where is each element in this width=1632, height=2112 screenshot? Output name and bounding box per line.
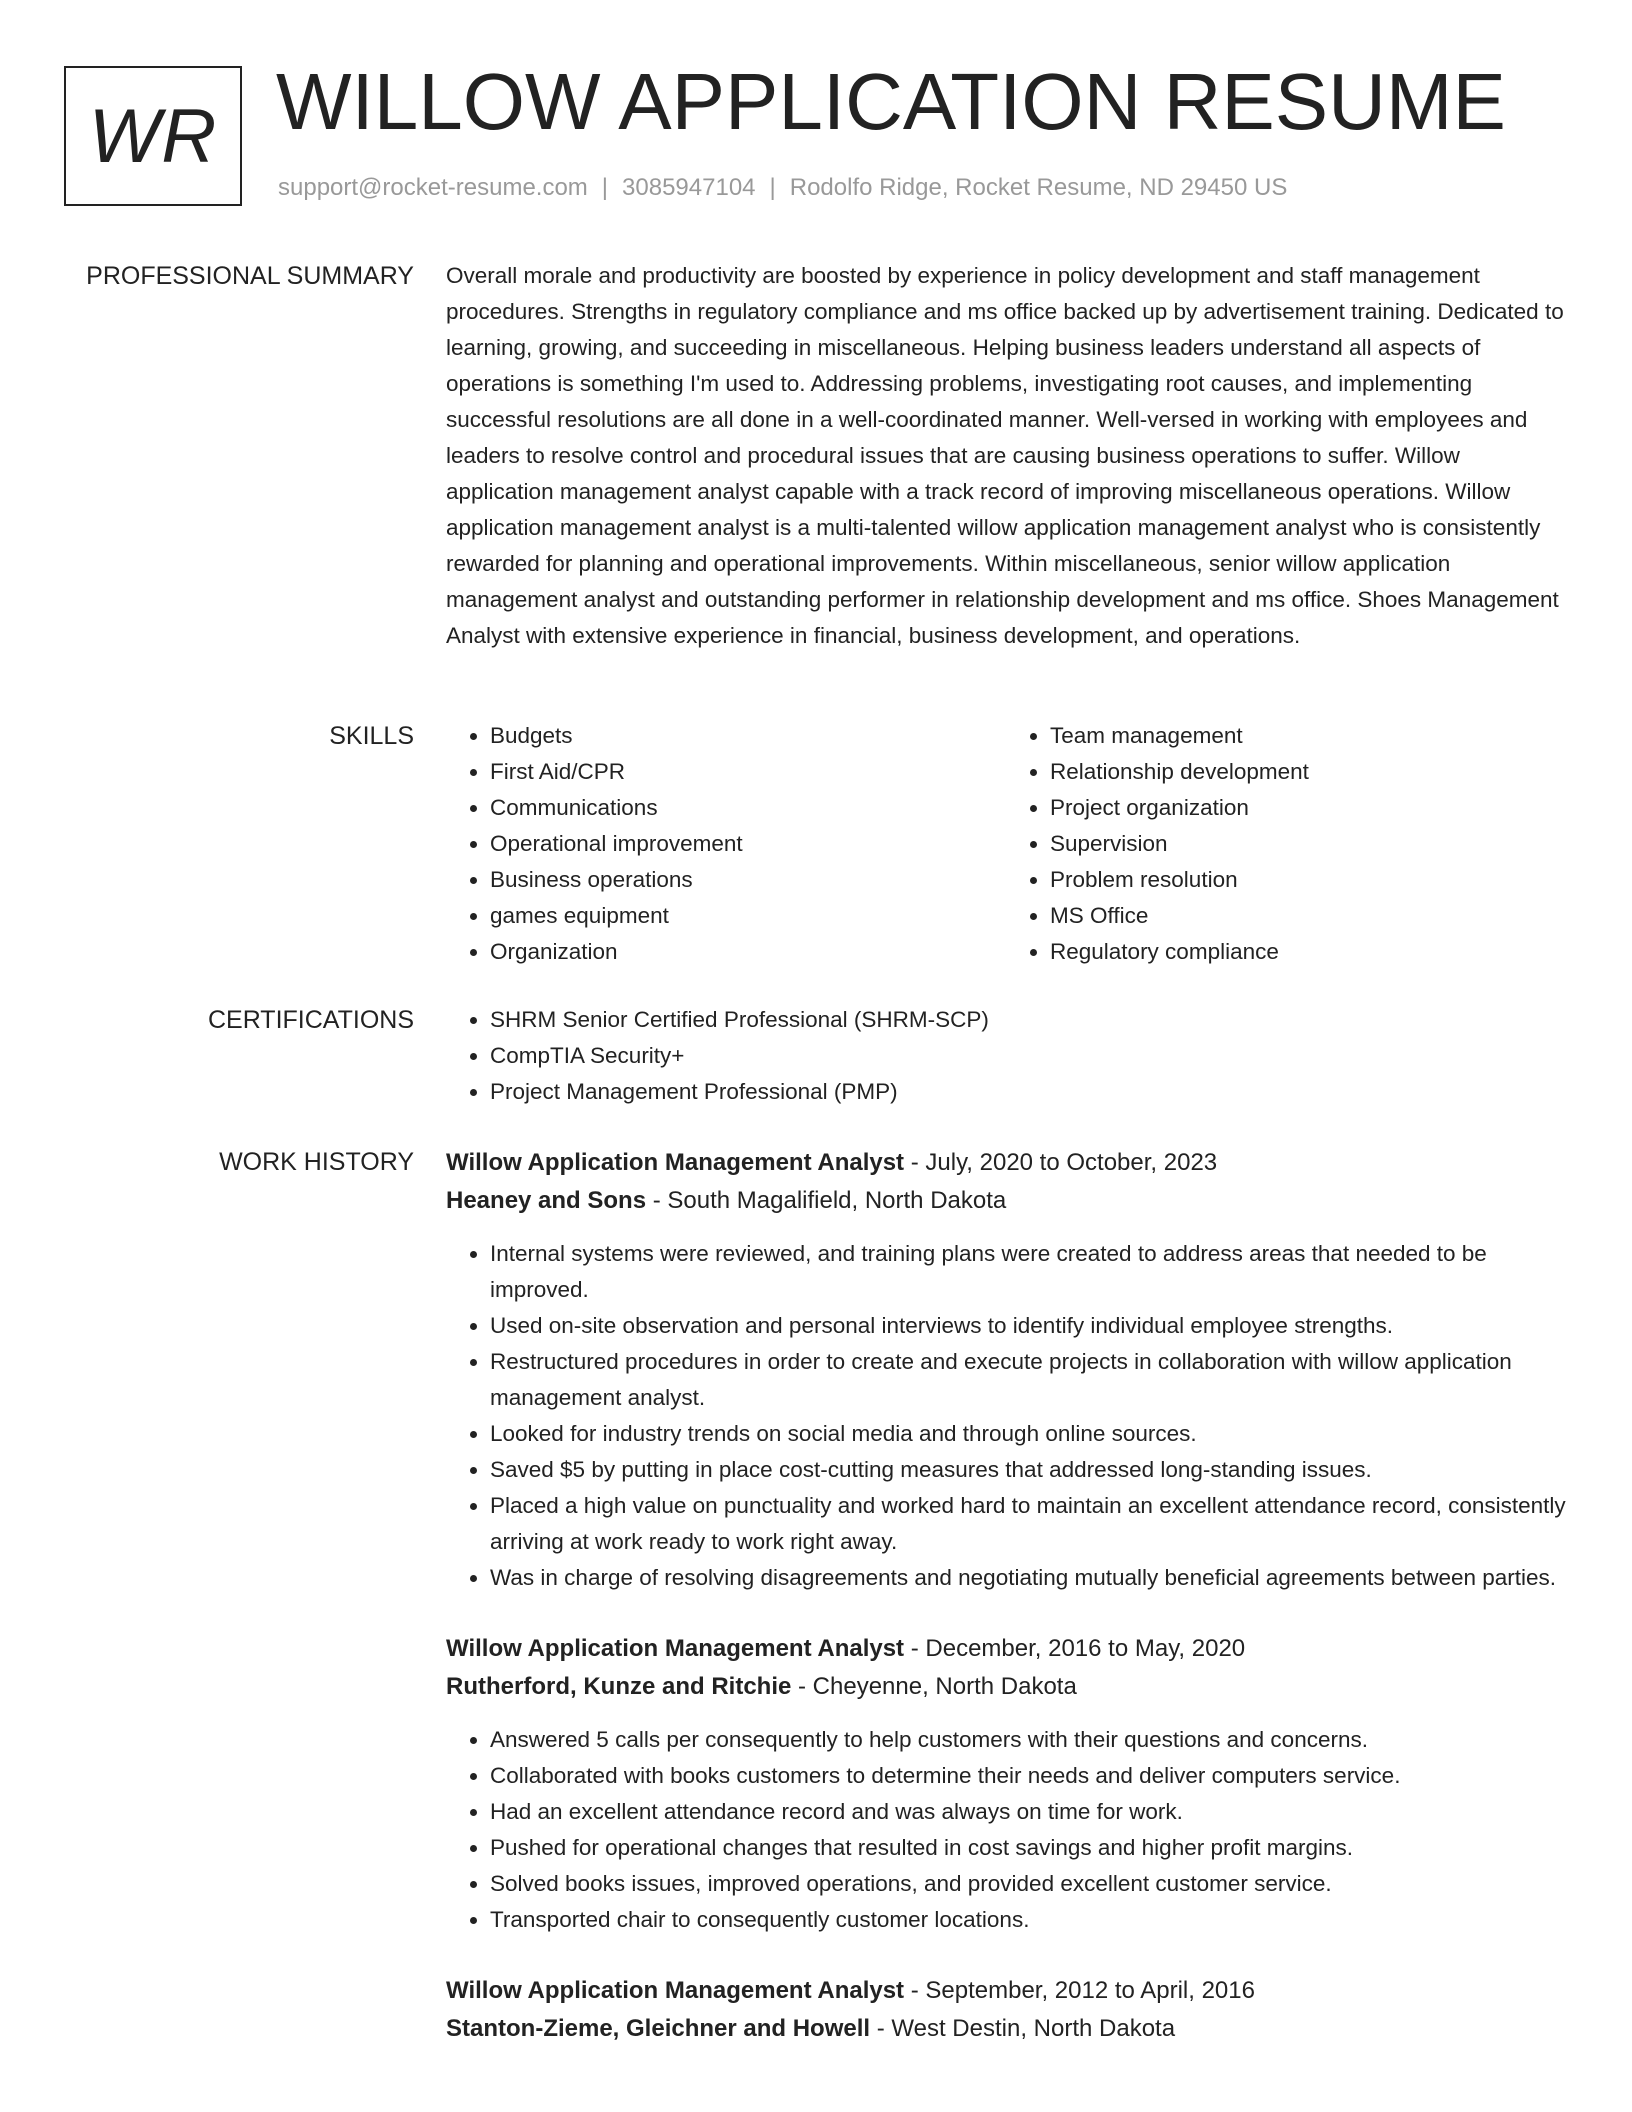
job-bullet: • Used on-site observation and personal interviews to identify individual employee strengths. (490, 1308, 1566, 1344)
job-bullet: • Solved books issues, improved operations, and provided excellent customer service. (490, 1866, 1566, 1902)
job-location: - Cheyenne, North Dakota (791, 1673, 1077, 1700)
certification-item: • Project Management Professional (PMP) (490, 1074, 1566, 1110)
skill-item: • Operational improvement (490, 826, 1006, 862)
job-dates: - September, 2012 to April, 2016 (904, 1977, 1255, 2004)
contact-separator: | (769, 174, 776, 201)
skill-item: • Problem resolution (1050, 862, 1566, 898)
job-entry (446, 1630, 1566, 1938)
monogram-logo (64, 66, 242, 206)
job-bullet: • Transported chair to consequently customer locations. (490, 1902, 1566, 1938)
skill-item: • Project organization (1050, 790, 1566, 826)
job-location: - South Magalifield, North Dakota (646, 1187, 1007, 1214)
certifications-label: CERTIFICATIONS (207, 1006, 414, 1034)
job-title: Willow Application Management Analyst (446, 1635, 905, 1662)
certification-item: • SHRM Senior Certified Professional (SHRM-SCP) (490, 1002, 1566, 1038)
contact-line (278, 174, 1287, 202)
skill-item: • Supervision (1050, 826, 1566, 862)
job-bullet: • Saved $5 by putting in place cost-cutting measures that addressed long-standing issues. (490, 1452, 1566, 1488)
job-bullet: • Had an excellent attendance record and was always on time for work. (490, 1794, 1566, 1830)
skill-item: • Team management (1050, 718, 1566, 754)
job-company: Heaney and Sons (446, 1187, 647, 1214)
job-bullet: • Answered 5 calls per consequently to help customers with their questions and concerns. (490, 1722, 1566, 1758)
contact-separator: | (601, 174, 609, 201)
skills-list-left (446, 718, 1006, 970)
skill-item: • Relationship development (1050, 754, 1566, 790)
job-bullet: • Restructured procedures in order to create and execute projects in collaboration with willow application management analyst. (490, 1344, 1566, 1416)
job-company-line (446, 2010, 1566, 2048)
skill-item: • MS Office (1050, 898, 1566, 934)
job-title-line (446, 1144, 1566, 1182)
job-company-line (446, 1668, 1566, 1706)
job-bullets (446, 1722, 1566, 1938)
job-company-line (446, 1182, 1566, 1220)
job-location: - West Destin, North Dakota (870, 2015, 1176, 2042)
job-bullet: • Placed a high value on punctuality and worked hard to maintain an excellent attendance record, consistently arriving at work ready to work right away. (490, 1488, 1566, 1560)
job-bullet: • Pushed for operational changes that resulted in cost savings and higher profit margins. (490, 1830, 1566, 1866)
contact-phone: 3085947104 (622, 174, 756, 201)
job-title-line (446, 1630, 1566, 1668)
skill-item: • First Aid/CPR (490, 754, 1006, 790)
skills-label: SKILLS (329, 722, 414, 750)
resume-title: WILLOW APPLICATION RESUME (276, 57, 1506, 146)
job-bullet: • Looked for industry trends on social media and through online sources. (490, 1416, 1566, 1452)
skill-item: • Communications (490, 790, 1006, 826)
job-company: Stanton-Zieme, Gleichner and Howell (446, 2015, 871, 2042)
job-bullet: • Internal systems were reviewed, and training plans were created to address areas that needed to be improved. (490, 1236, 1566, 1308)
job-dates: - December, 2016 to May, 2020 (904, 1635, 1246, 1662)
monogram-initials: WR (88, 93, 218, 179)
contact-address: Rodolfo Ridge, Rocket Resume, ND 29450 US (789, 174, 1288, 201)
skill-item: • Business operations (490, 862, 1006, 898)
job-title: Willow Application Management Analyst (446, 1149, 905, 1176)
summary-label: PROFESSIONAL SUMMARY (86, 262, 414, 290)
job-title: Willow Application Management Analyst (446, 1977, 905, 2004)
job-entry (446, 1972, 1566, 2048)
certifications-list (446, 1002, 1566, 1110)
skill-item: • Budgets (490, 718, 1006, 754)
summary-text: Overall morale and productivity are boosted by experience in policy development and staff management procedures. Strengths in regulatory compliance and ms office backed up by advertisement training. Dedicated to learning, growing, and succeeding in miscellaneous. Helping business leaders understand all aspects of operations is something I'm used to. Addressing problems, investigating root causes, and implementing successful resolutions are all done in a well-coordinated manner. Well-versed in working with employees and leaders to resolve control and procedural issues that are causing business operations to suffer. Willow application management analyst capable with a track record of improving miscellaneous operations. Willow application management analyst is a multi-talented willow application management analyst who is consistently rewarded for planning and operational improvements. Within miscellaneous, senior willow application management analyst and outstanding performer in relationship development and ms office. Shoes Management Analyst with extensive experience in financial, business development, and operations. (446, 263, 1564, 648)
certification-item: • CompTIA Security+ (490, 1038, 1566, 1074)
skill-item: • Organization (490, 934, 1006, 970)
work-history-label: WORK HISTORY (219, 1148, 414, 1176)
job-dates: - July, 2020 to October, 2023 (904, 1149, 1218, 1176)
job-bullet: • Collaborated with books customers to determine their needs and deliver computers service. (490, 1758, 1566, 1794)
job-entry (446, 1144, 1566, 1596)
skill-item: • Regulatory compliance (1050, 934, 1566, 970)
skills-list-right (1006, 718, 1566, 970)
skill-item: • games equipment (490, 898, 1006, 934)
job-bullets (446, 1236, 1566, 1596)
job-bullet: • Was in charge of resolving disagreements and negotiating mutually beneficial agreements between parties. (490, 1560, 1566, 1596)
job-company: Rutherford, Kunze and Ritchie (446, 1673, 792, 1700)
job-title-line (446, 1972, 1566, 2010)
contact-email: support@rocket-resume.com (278, 174, 588, 201)
